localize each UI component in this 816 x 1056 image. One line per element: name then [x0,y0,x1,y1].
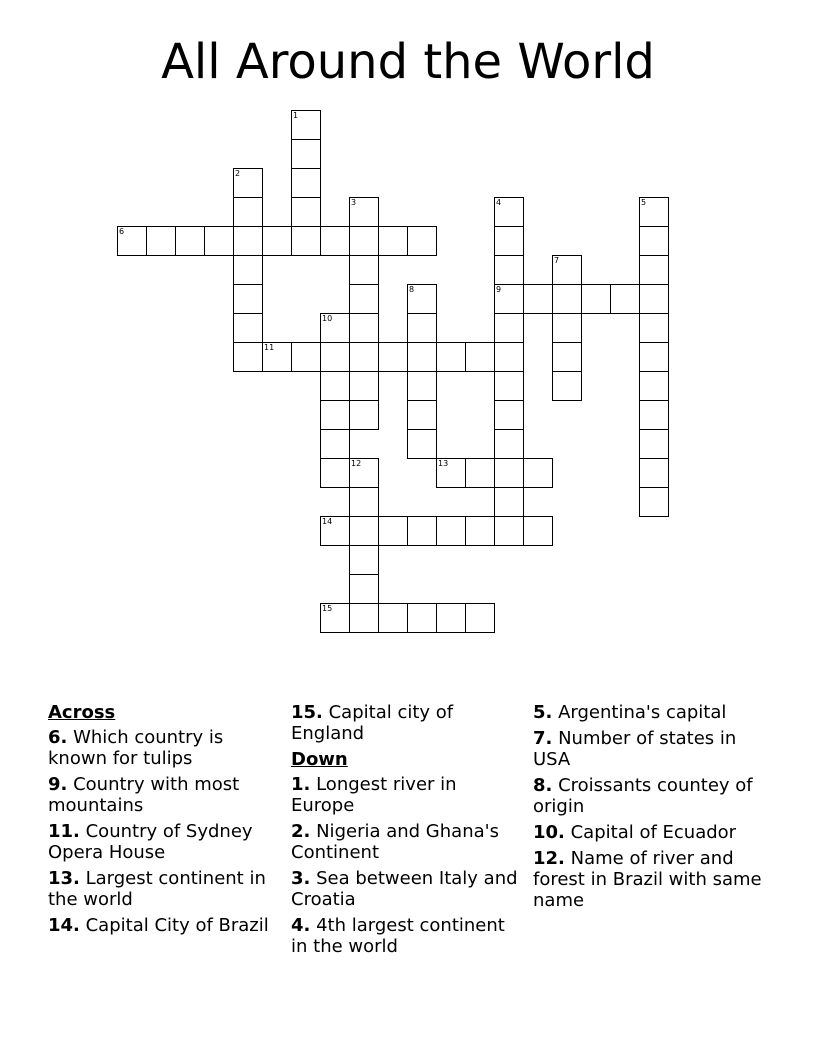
clue-item [48,821,278,863]
grid-cell[interactable] [552,371,582,401]
grid-cell[interactable] [349,516,379,546]
grid-cell[interactable] [407,429,437,459]
grid-cell[interactable] [494,458,524,488]
grid-cell[interactable] [378,342,408,372]
clue-item-number: 15. [291,702,323,723]
clues-column-3 [533,702,763,916]
grid-cell[interactable] [291,226,321,256]
grid-cell[interactable] [233,255,263,285]
grid-cell[interactable] [320,516,350,546]
grid-cell[interactable] [465,458,495,488]
grid-cell[interactable] [349,400,379,430]
grid-cell[interactable] [349,342,379,372]
grid-cell[interactable] [494,342,524,372]
grid-cell[interactable] [436,342,466,372]
clue-item-text: Sea between Italy and Croatia [291,868,518,910]
clue-item-text: Number of states in USA [533,728,737,770]
clue-item-number: 10. [533,822,565,843]
grid-cell[interactable] [349,226,379,256]
grid-cell[interactable] [639,255,669,285]
grid-cell[interactable] [349,603,379,633]
grid-cell[interactable] [320,400,350,430]
clue-item-number: 7. [533,728,553,749]
clue-item [291,915,521,957]
grid-cell[interactable] [407,371,437,401]
grid-cell[interactable] [262,226,292,256]
grid-cell[interactable] [378,603,408,633]
grid-cell[interactable] [465,342,495,372]
clue-item [533,848,763,911]
grid-cell[interactable] [494,516,524,546]
grid-cell[interactable] [494,487,524,517]
clue-number: 3 [351,198,357,207]
clue-number: 1 [293,111,299,120]
clue-item-number: 11. [48,821,80,842]
grid-cell[interactable] [494,226,524,256]
clue-item [48,915,278,936]
grid-cell[interactable] [465,516,495,546]
clue-item [291,868,521,910]
grid-cell[interactable] [117,226,147,256]
clue-item-number: 1. [291,774,311,795]
clue-item-text: Argentina's capital [552,702,727,723]
grid-cell[interactable] [494,197,524,227]
grid-cell[interactable] [639,313,669,343]
grid-cell[interactable] [291,110,321,140]
grid-cell[interactable] [465,603,495,633]
grid-cell[interactable] [494,429,524,459]
grid-cell[interactable] [610,284,640,314]
grid-cell[interactable] [320,458,350,488]
grid-cell[interactable] [378,516,408,546]
grid-cell[interactable] [639,371,669,401]
across-heading: Across [48,702,116,723]
clue-item-text: Nigeria and Ghana's Continent [291,821,499,863]
grid-cell[interactable] [320,342,350,372]
grid-cell[interactable] [407,226,437,256]
grid-cell[interactable] [233,342,263,372]
clue-item-text: 4th largest continent in the world [291,915,505,957]
clue-number: 5 [641,198,647,207]
grid-cell[interactable] [581,284,611,314]
page-title: All Around the World [161,34,655,90]
grid-cell[interactable] [407,516,437,546]
clue-item-number: 14. [48,915,80,936]
grid-cell[interactable] [320,603,350,633]
grid-cell[interactable] [639,400,669,430]
grid-cell[interactable] [552,284,582,314]
clue-item-text: Croissants countey of origin [533,775,753,817]
clues-column-2 [291,702,521,962]
grid-cell[interactable] [349,313,379,343]
grid-cell[interactable] [146,226,176,256]
clue-item-number: 3. [291,868,311,889]
grid-cell[interactable] [523,284,553,314]
grid-cell[interactable] [378,226,408,256]
grid-cell[interactable] [349,371,379,401]
clue-item-text: Largest continent in the world [48,868,266,910]
clue-item [533,728,763,770]
clue-item [291,821,521,863]
grid-cell[interactable] [233,284,263,314]
grid-cell[interactable] [494,313,524,343]
grid-cell[interactable] [291,342,321,372]
grid-cell[interactable] [233,197,263,227]
grid-cell[interactable] [233,168,263,198]
grid-cell[interactable] [262,342,292,372]
clue-item [291,774,521,816]
clue-number: 12 [351,459,362,468]
clue-item-text: Which country is known for tulips [48,727,224,769]
grid-cell[interactable] [349,255,379,285]
clue-item [533,822,763,843]
clue-item-text: Name of river and forest in Brazil with same name [533,848,762,911]
grid-cell[interactable] [639,284,669,314]
clue-item-number: 4. [291,915,311,936]
grid-cell[interactable] [552,255,582,285]
grid-cell[interactable] [523,516,553,546]
clue-item [48,868,278,910]
clue-item [533,775,763,817]
clue-number: 8 [409,285,415,294]
grid-cell[interactable] [349,197,379,227]
grid-cell[interactable] [494,255,524,285]
clue-number: 10 [322,314,333,323]
clue-item [48,727,278,769]
grid-cell[interactable] [233,313,263,343]
grid-cell[interactable] [291,197,321,227]
grid-cell[interactable] [552,313,582,343]
grid-cell[interactable] [349,487,379,517]
clue-item-text: Capital City of Brazil [79,915,269,936]
grid-cell[interactable] [639,458,669,488]
grid-cell[interactable] [349,574,379,604]
clue-number: 7 [554,256,560,265]
clue-item [48,774,278,816]
grid-cell[interactable] [639,226,669,256]
grid-cell[interactable] [407,400,437,430]
grid-cell[interactable] [349,545,379,575]
grid-cell[interactable] [639,342,669,372]
clue-item [291,702,521,744]
clue-number: 9 [496,285,502,294]
grid-cell[interactable] [436,458,466,488]
grid-cell[interactable] [320,429,350,459]
clue-item-number: 5. [533,702,553,723]
clue-item [533,702,763,723]
grid-cell[interactable] [349,458,379,488]
grid-cell[interactable] [320,313,350,343]
clue-item-number: 6. [48,727,68,748]
grid-cell[interactable] [407,313,437,343]
clue-item-number: 12. [533,848,565,869]
clue-number: 11 [264,343,275,352]
clue-item-number: 13. [48,868,80,889]
clue-number: 14 [322,517,333,526]
grid-cell[interactable] [407,603,437,633]
clue-item-text: Country of Sydney Opera House [48,821,253,863]
grid-cell[interactable] [407,284,437,314]
grid-cell[interactable] [494,371,524,401]
grid-cell[interactable] [639,197,669,227]
clue-number: 6 [119,227,125,236]
grid-cell[interactable] [639,429,669,459]
grid-cell[interactable] [407,342,437,372]
clue-item-number: 9. [48,774,68,795]
clue-item-text: Country with most mountains [48,774,240,816]
grid-cell[interactable] [436,603,466,633]
grid-cell[interactable] [204,226,234,256]
clue-item-text: Capital city of England [291,702,454,744]
grid-cell[interactable] [436,516,466,546]
grid-cell[interactable] [320,371,350,401]
grid-cell[interactable] [291,168,321,198]
clue-number: 2 [235,169,241,178]
clue-item-number: 2. [291,821,311,842]
clue-number: 4 [496,198,502,207]
clues-column-1 [48,702,278,941]
grid-cell[interactable] [349,284,379,314]
clue-number: 15 [322,604,333,613]
grid-cell[interactable] [494,284,524,314]
grid-cell[interactable] [291,139,321,169]
clue-item-text: Capital of Ecuador [564,822,737,843]
grid-cell[interactable] [175,226,205,256]
grid-cell[interactable] [552,342,582,372]
clue-item-text: Longest river in Europe [291,774,457,816]
clue-number: 13 [438,459,449,468]
grid-cell[interactable] [494,400,524,430]
clue-item-number: 8. [533,775,553,796]
grid-cell[interactable] [639,487,669,517]
grid-cell[interactable] [233,226,263,256]
down-heading: Down [291,749,348,770]
grid-cell[interactable] [523,458,553,488]
grid-cell[interactable] [320,226,350,256]
